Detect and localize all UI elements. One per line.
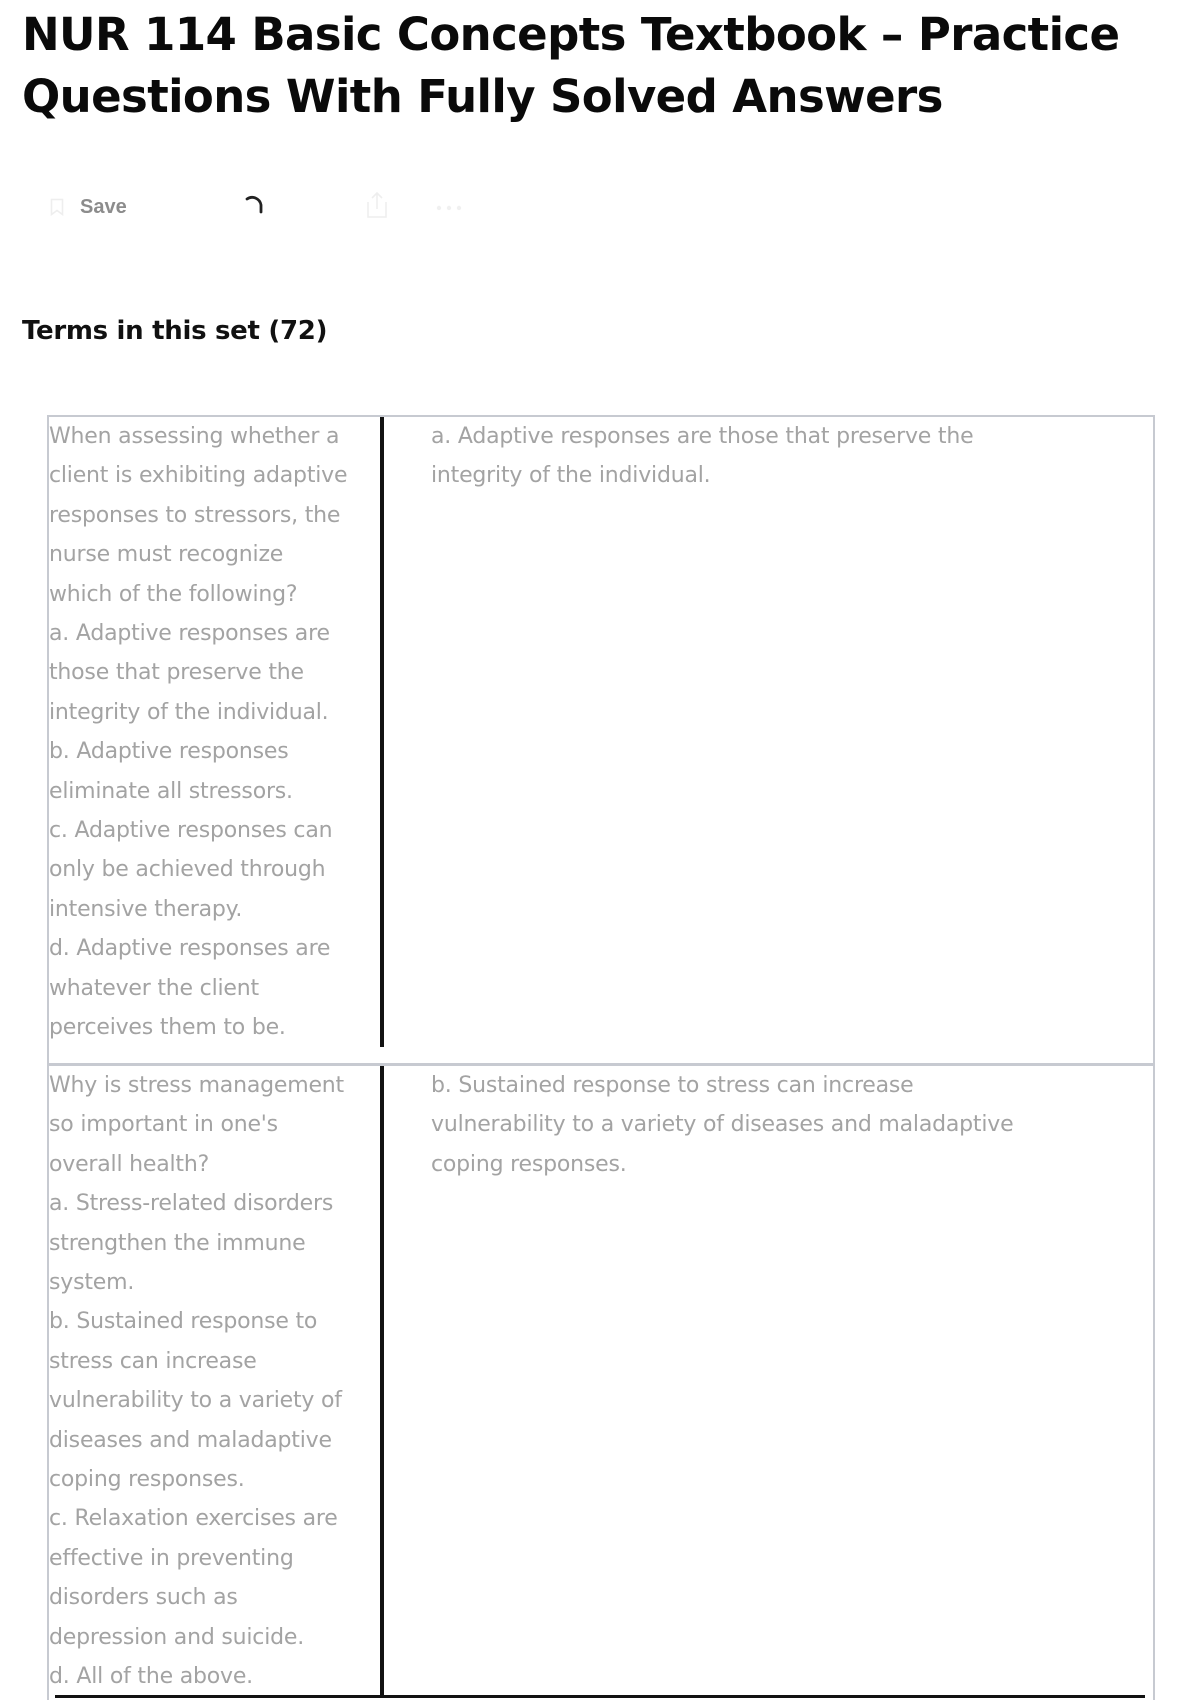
- term-answer: a. Adaptive responses are those that preserve the integrity of the individual.: [431, 424, 974, 489]
- save-button[interactable]: [50, 190, 127, 224]
- column-divider: [380, 417, 384, 1047]
- terms-list: [47, 415, 1155, 1700]
- bookmark-icon: [50, 198, 64, 216]
- term-card[interactable]: [49, 417, 1153, 1063]
- more-icon: [434, 198, 464, 217]
- more-button[interactable]: [434, 190, 464, 224]
- term-card[interactable]: [49, 1063, 1153, 1700]
- term-question: When assessing whether a client is exhibiting adaptive responses to stressors, the nurse must recognize which of the following? a. Adaptive responses are those that preserve the integrity of the individual. b. Adaptive responses eliminate all stressors. c. Adaptive responses can only be achieved through intensive therapy. d. Adaptive responses are whatever the client perceives them to be.: [49, 424, 348, 1041]
- term-answer: b. Sustained response to stress can increase vulnerability to a variety of diseases and maladaptive coping responses.: [431, 1073, 1014, 1177]
- spinner-icon: [240, 191, 268, 223]
- term-question: Why is stress management so important in one's overall health? a. Stress-related disorders strengthen the immune system. b. Sustained response to stress can increase vulnerability to a variety of diseases and maladaptive coping responses. c. Relaxation exercises are effective in preventing disorders such as depression and suicide. d. All of the above.: [49, 1073, 344, 1690]
- share-button[interactable]: [364, 190, 390, 224]
- page-title: NUR 114 Basic Concepts Textbook – Practice Questions With Fully Solved Answers: [22, 8, 1120, 123]
- toolbar: [50, 190, 500, 224]
- save-label: Save: [80, 195, 127, 218]
- terms-count-heading: Terms in this set (72): [22, 316, 328, 346]
- loading-spinner: [240, 190, 268, 224]
- share-icon: [364, 190, 390, 224]
- column-divider: [380, 1066, 384, 1696]
- card-bottom-divider: [55, 1695, 1145, 1698]
